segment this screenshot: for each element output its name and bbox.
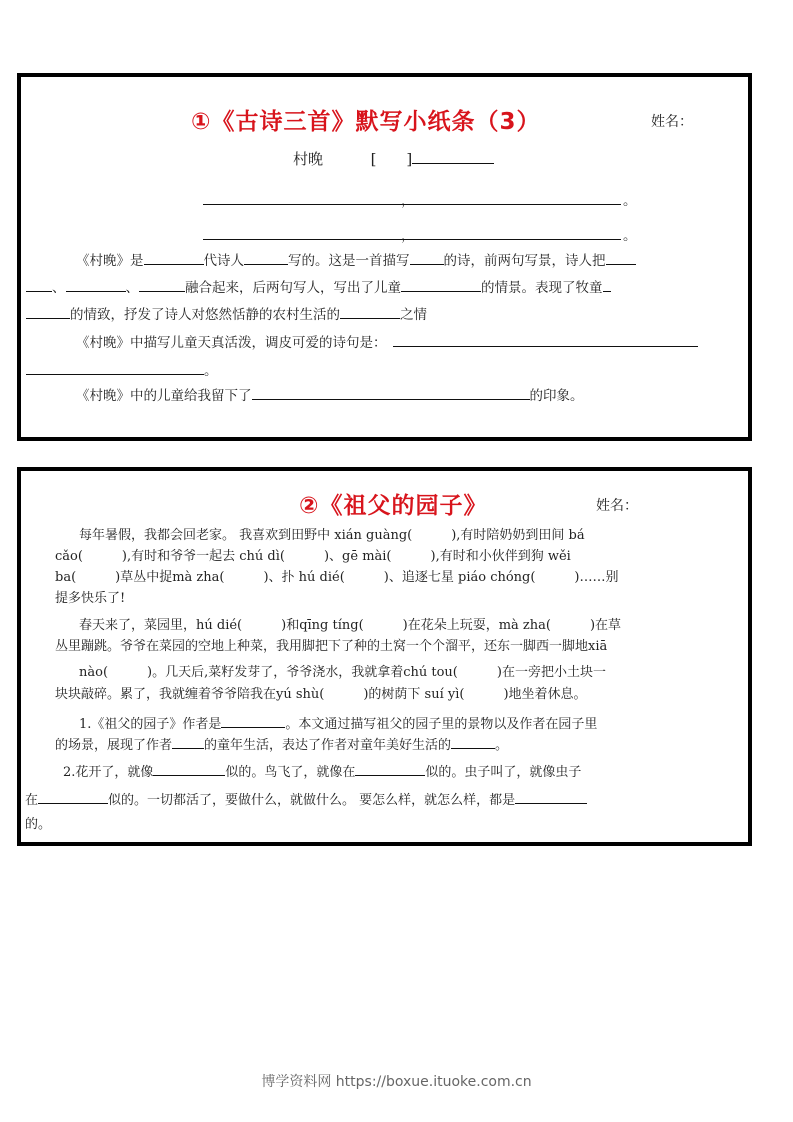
author-blank[interactable] bbox=[221, 713, 285, 728]
poem-header bbox=[293, 149, 494, 169]
poem-line-1a-blank[interactable] bbox=[203, 204, 403, 205]
emotion-blank[interactable] bbox=[340, 304, 400, 319]
para2-line2: 丛里蹦跳。爷爷在菜园的空地上种菜，我用脚把下了种的土窝一个个溜平，还东一脚西一脚地xiā bbox=[55, 639, 608, 654]
para1-line1: 《村晚》是 代诗人 写的。这是一首描写 的诗，前两句写景，诗人把 bbox=[76, 250, 636, 271]
para1-line2: cǎo( ),有时和爷爷一起去 chú dì( )、gē mài( ),有时和小伙伴到狗 wěi bbox=[55, 549, 571, 564]
worksheet-section-2 bbox=[17, 467, 752, 846]
child-scene-blank[interactable] bbox=[401, 277, 481, 292]
period: 。 bbox=[623, 228, 637, 244]
author-blank[interactable] bbox=[412, 149, 494, 164]
poem-title: 村晚 bbox=[293, 150, 324, 168]
comma: ， bbox=[401, 228, 415, 244]
scene-blank-1b[interactable] bbox=[26, 277, 52, 292]
herdboy-blank-b[interactable] bbox=[26, 304, 70, 319]
para2-line3: nào( )。几天后,菜籽发芽了，爷爷浇水，我就拿着chú tou( )在一旁把小土块一 bbox=[79, 665, 606, 680]
free-blank[interactable] bbox=[515, 789, 587, 804]
dynasty-blank[interactable] bbox=[144, 250, 204, 265]
para2-line1: 春天来了，菜园里，hú dié( )和qīng tíng( )在花朵上玩耍，mà zha( )在草 bbox=[79, 618, 622, 633]
worksheet-section-1 bbox=[17, 73, 752, 441]
period: 。 bbox=[623, 193, 637, 209]
para1-line1: 每年暑假，我都会回老家。 我喜欢到田野中 xián guàng( ),有时陪奶奶到田间 bá bbox=[79, 528, 585, 543]
name-label: 姓名： bbox=[596, 498, 638, 514]
question-1-line2: 的场景，展现了作者 的童年生活，表达了作者对童年美好生活的 。 bbox=[55, 734, 508, 756]
poet-blank[interactable] bbox=[244, 250, 288, 265]
childhood-blank[interactable] bbox=[172, 734, 204, 749]
comma: ， bbox=[401, 193, 415, 209]
question-1-line1: 1.《祖父的园子》作者是 。本文通过描写祖父的园子里的景物以及作者在园子里 bbox=[79, 713, 597, 735]
season-blank[interactable] bbox=[410, 250, 444, 265]
para1-line2: 、 、 融合起来，后两句写人，写出了儿童 的情景。表现了牧童 bbox=[26, 277, 611, 298]
poem-line-2a-blank[interactable] bbox=[203, 239, 403, 240]
footer-watermark: 博学资料网 https://boxue.ituoke.com.cn bbox=[261, 1074, 532, 1090]
para1-line3: ba( )草丛中捉mà zha( )、扑 hú dié( )、追逐七星 piáo chóng( )……别 bbox=[55, 570, 619, 585]
para1-line3: 的情致，抒发了诗人对悠然恬静的农村生活的 之情 bbox=[26, 304, 427, 325]
name-label: 姓名： bbox=[651, 114, 693, 130]
scene-blank-1[interactable] bbox=[606, 250, 636, 265]
poem-line-2b-blank[interactable] bbox=[403, 239, 621, 240]
poem-line-1b-blank[interactable] bbox=[403, 204, 621, 205]
bird-blank[interactable] bbox=[355, 761, 425, 776]
question-2-cont: 。 bbox=[26, 360, 218, 381]
para2-line4: 块块敲碎。累了，我就缠着爷爷陪我在yú shù( )的树荫下 suí yì( )地坐着休息。 bbox=[55, 687, 587, 702]
question-2-line3: 的。 bbox=[25, 817, 52, 832]
dynasty-bracket: [ ] bbox=[370, 150, 413, 168]
section-2-title: ②《祖父的园子》 bbox=[299, 493, 488, 519]
para1-line4: 提多快乐了! bbox=[55, 591, 126, 606]
section-1-title: ①《古诗三首》默写小纸条（3） bbox=[191, 109, 541, 135]
verse-blank-a[interactable] bbox=[393, 332, 698, 347]
insect-blank[interactable] bbox=[38, 789, 108, 804]
scene-blank-3[interactable] bbox=[139, 277, 185, 292]
question-3: 《村晚》中的儿童给我留下了 的印象。 bbox=[76, 385, 584, 406]
flower-blank[interactable] bbox=[153, 761, 225, 776]
herdboy-blank-a[interactable] bbox=[603, 277, 611, 292]
scene-blank-2[interactable] bbox=[66, 277, 126, 292]
question-2-line2: 在 似的。一切都活了，要做什么，就做什么。 要怎么样，就怎么样，都是 bbox=[25, 789, 587, 811]
question-2-line1: 2.花开了，就像 似的。鸟飞了，就像在 似的。虫子叫了，就像虫子 bbox=[63, 761, 581, 783]
feeling-blank[interactable] bbox=[451, 734, 495, 749]
impression-blank[interactable] bbox=[252, 385, 530, 400]
question-2: 《村晚》中描写儿童天真活泼，调皮可爱的诗句是： bbox=[76, 332, 698, 353]
verse-blank-b[interactable] bbox=[26, 360, 204, 375]
